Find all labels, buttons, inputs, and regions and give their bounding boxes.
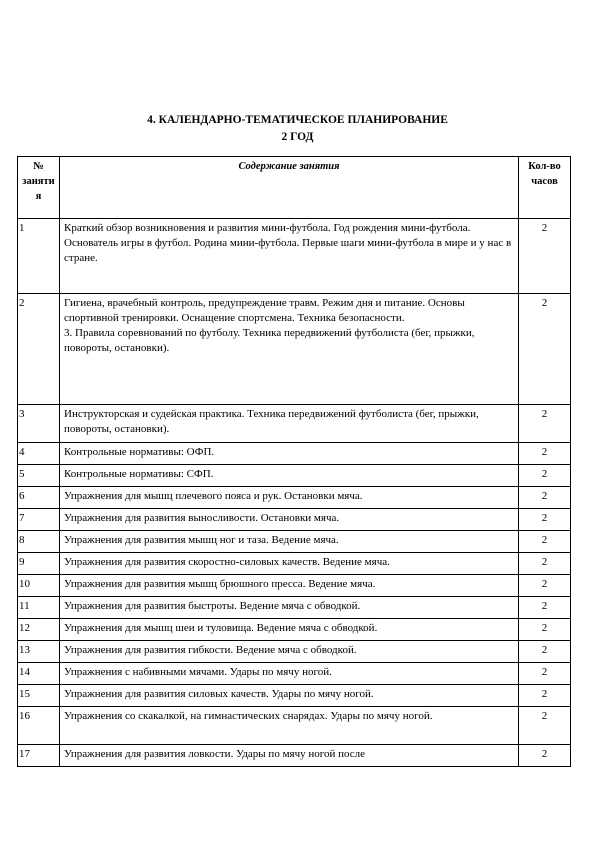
lesson-hours: 2 xyxy=(519,597,571,619)
lesson-hours: 2 xyxy=(519,745,571,767)
lesson-content: Упражнения для развития мышц ног и таза. Ведение мяча. xyxy=(60,531,519,553)
lesson-content: Упражнения со скакалкой, на гимнастических снарядах. Удары по мячу ногой. xyxy=(60,707,519,745)
lesson-number: 17 xyxy=(18,745,60,767)
table-row xyxy=(18,597,571,619)
lesson-content: Контрольные нормативы: ОФП. xyxy=(60,443,519,465)
lesson-content: Упражнения для развития ловкости. Удары по мячу ногой после xyxy=(60,745,519,767)
lesson-content-part: 3. Правила соревнований по футболу. Техника передвижений футболиста (бег, прыжки, повороты, остановки). xyxy=(64,327,475,354)
lesson-content: Упражнения для развития силовых качеств. Удары по мячу ногой. xyxy=(60,685,519,707)
header-lesson-content: Содержание занятия xyxy=(60,157,519,219)
lesson-number: 1 xyxy=(18,219,60,294)
document-title: 4. КАЛЕНДАРНО-ТЕМАТИЧЕСКОЕ ПЛАНИРОВАНИЕ xyxy=(147,114,448,126)
lesson-content: Упражнения для мышц плечевого пояса и рук. Остановки мяча. xyxy=(60,487,519,509)
lesson-hours: 2 xyxy=(519,553,571,575)
lesson-number: 13 xyxy=(18,641,60,663)
lesson-number: 12 xyxy=(18,619,60,641)
lesson-number: 6 xyxy=(18,487,60,509)
lesson-hours: 2 xyxy=(519,707,571,745)
header-hours: Кол-во часов xyxy=(519,157,571,219)
lesson-hours: 2 xyxy=(519,487,571,509)
lesson-content: Упражнения для развития гибкости. Ведение мяча с обводкой. xyxy=(60,641,519,663)
lesson-number: 8 xyxy=(18,531,60,553)
lesson-number: 14 xyxy=(18,663,60,685)
header-lesson-number: № заняти я xyxy=(18,157,60,219)
table-row xyxy=(18,707,571,745)
lesson-hours: 2 xyxy=(519,405,571,443)
table-row xyxy=(18,405,571,443)
table-row xyxy=(18,294,571,405)
lesson-content xyxy=(60,294,519,405)
table-row xyxy=(18,685,571,707)
lesson-number: 5 xyxy=(18,465,60,487)
planning-table xyxy=(17,156,571,767)
lesson-content: Упражнения для развития выносливости. Остановки мяча. xyxy=(60,509,519,531)
table-row xyxy=(18,663,571,685)
lesson-content: Упражнения для мышц шеи и туловища. Ведение мяча с обводкой. xyxy=(60,619,519,641)
table-row xyxy=(18,553,571,575)
table-row xyxy=(18,745,571,767)
lesson-number: 3 xyxy=(18,405,60,443)
lesson-content-part: Гигиена, врачебный контроль, предупреждение травм. Режим дня и питание. Основы спортивной тренировки. Оснащение спортсмена. Техника безопасности. xyxy=(64,297,465,324)
lesson-hours: 2 xyxy=(519,294,571,405)
lesson-hours: 2 xyxy=(519,619,571,641)
lesson-hours: 2 xyxy=(519,219,571,294)
lesson-hours: 2 xyxy=(519,531,571,553)
table-row xyxy=(18,487,571,509)
lesson-content: Краткий обзор возникновения и развития мини-футбола. Год рождения мини-футбола. Основатель игры в футбол. Родина мини-футбола. Первые шаги мини-футбола в мире и у нас в стране. xyxy=(60,219,519,294)
lesson-hours: 2 xyxy=(519,443,571,465)
lesson-number: 9 xyxy=(18,553,60,575)
lesson-content: Контрольные нормативы: СФП. xyxy=(60,465,519,487)
table-row xyxy=(18,531,571,553)
lesson-hours: 2 xyxy=(519,465,571,487)
lesson-number: 10 xyxy=(18,575,60,597)
table-row xyxy=(18,443,571,465)
table-row xyxy=(18,465,571,487)
table-row xyxy=(18,219,571,294)
table-row xyxy=(18,575,571,597)
table-row xyxy=(18,619,571,641)
lesson-hours: 2 xyxy=(519,509,571,531)
lesson-content: Упражнения для развития быстроты. Ведение мяча с обводкой. xyxy=(60,597,519,619)
lesson-number: 4 xyxy=(18,443,60,465)
lesson-hours: 2 xyxy=(519,641,571,663)
lesson-hours: 2 xyxy=(519,663,571,685)
lesson-number: 2 xyxy=(18,294,60,405)
table-row xyxy=(18,509,571,531)
lesson-content: Упражнения для развития мышц брюшного пресса. Ведение мяча. xyxy=(60,575,519,597)
lesson-hours: 2 xyxy=(519,575,571,597)
table-row xyxy=(18,641,571,663)
lesson-number: 11 xyxy=(18,597,60,619)
lesson-content: Упражнения с набивными мячами. Удары по мячу ногой. xyxy=(60,663,519,685)
lesson-number: 16 xyxy=(18,707,60,745)
lesson-number: 7 xyxy=(18,509,60,531)
lesson-number: 15 xyxy=(18,685,60,707)
document-subtitle: 2 ГОД xyxy=(281,131,314,143)
lesson-hours: 2 xyxy=(519,685,571,707)
lesson-content: Инструкторская и судейская практика. Техника передвижений футболиста (бег, прыжки, повороты, остановки). xyxy=(60,405,519,443)
table-header-row xyxy=(18,157,571,219)
lesson-content: Упражнения для развития скоростно-силовых качеств. Ведение мяча. xyxy=(60,553,519,575)
